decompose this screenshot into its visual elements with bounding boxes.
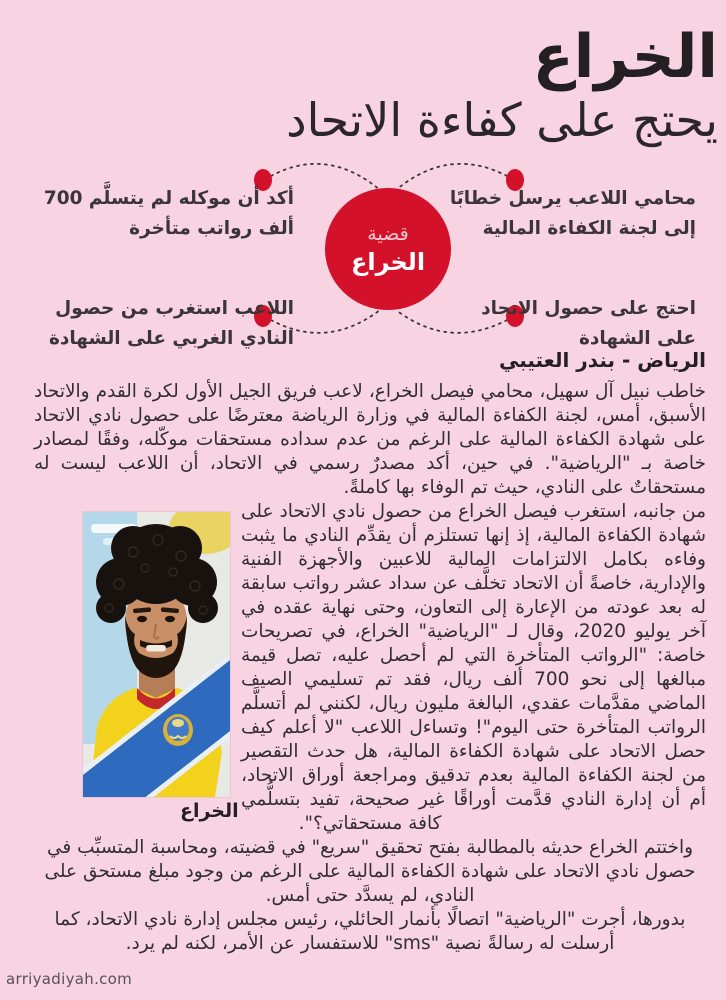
- callout-objection: [481, 294, 696, 354]
- club-crest: [163, 714, 193, 746]
- callout-line: على الشهادة: [578, 328, 696, 350]
- site-watermark: arriyadiyah.com: [6, 970, 133, 988]
- paragraph-2: من جانبه، استغرب فيصل الخراع من حصول نادي الاتحاد على شهادة الكفاءة المالية، إذ إنها تستلزم أن يقدِّم النادي ما يثبت وفاءه بكامل الالتزامات المالية للاعبين والأجهزة الفنية والإدارية، خاصةً أن الاتحاد تخلَّف عن سداد عشر رواتب سابقة له بعد عودته من الإعارة إلى التعاون، وحتى نهاية عقده في آخر يوليو 2020، وقال لـ "الرياضية" الخراع، في تصريحات خاصة: "الرواتب المتأخرة التي لم أحصل عليه، تصل قيمة مبالغها إلى نحو 700 ألف ريال، فقد تم تسليمي الصيف الماضي مقدَّمات عقدي، البالغة مليون ريال، لكنني لم أتسلَّم الرواتب المتأخرة حتى اليوم"! وتساءل اللاعب "لا أعلم كيف حصل الاتحاد على شهادة الكفاءة المالية، هل حدث التقصير من لجنة الكفاءة المالية بعدم تدقيق ومراجعة أوراق الاتحاد، أم أن إدارة النادي قدَّمت أوراقًا غير صحيحة، تفيد بتسلُّمي كافة مستحقاتي؟".: [241, 501, 706, 835]
- callout-line: اللاعب استغرب من حصول: [55, 298, 294, 320]
- byline: الرياض - بندر العتيبي: [498, 348, 706, 373]
- callout-player-surprise: [49, 294, 294, 354]
- callout-unpaid-salaries: [44, 184, 294, 244]
- callout-line: إلى لجنة الكفاءة المالية: [482, 218, 696, 240]
- case-badge-circle: [325, 188, 451, 310]
- paragraph-4: بدورها، أجرت "الرياضية" اتصالًا بأنمار الحائلي، رئيس مجلس إدارة نادي الاتحاد، كما أرسلت له رسالةً نصية "sms" للاستفسار عن الأمر، لكنه لم يرد.: [54, 909, 686, 955]
- callout-lawyer-letter: [450, 184, 696, 244]
- callout-line: ألف رواتب متأخرة: [129, 218, 294, 240]
- article-header: [0, 0, 726, 150]
- headline-subtitle: يحتج على كفاءة الاتحاد: [286, 93, 718, 148]
- player-photo: [83, 512, 230, 797]
- case-infographic: [0, 144, 726, 350]
- callout-line: احتج على حصول الاتحاد: [481, 298, 696, 320]
- player-photo-illustration: [83, 512, 230, 797]
- case-badge-name: الخراع: [350, 247, 426, 276]
- headline-player-name: الخراع: [532, 22, 718, 92]
- callout-line: أكد أن موكله لم يتسلَّم 700: [43, 188, 294, 210]
- paragraph-3: واختتم الخراع حديثه بالمطالبة بفتح تحقيق "سريع" في قضيته، ومحاسبة المتسبِّب في حصول نادي الاتحاد على شهادة الكفاءة المالية على الرغم من وجود مبلغ مستحق على النادي، لم يسدَّد حتى أمس.: [44, 837, 696, 907]
- photo-caption: الخراع: [180, 800, 239, 822]
- callout-line: محامي اللاعب يرسل خطابًا: [449, 188, 696, 210]
- callout-line: النادي الغربي على الشهادة: [48, 328, 294, 350]
- article-body: [0, 372, 726, 956]
- case-badge-label: قضية: [367, 222, 409, 245]
- paragraph-1: خاطب نبيل آل سهيل، محامي فيصل الخراع، لاعب فريق الجيل الأول لكرة القدم والاتحاد الأسبق، أمس، لجنة الكفاءة المالية في وزارة الرياضة معترضًا على حصول نادي الاتحاد على شهادة الكفاءة المالية على الرغم من عدم سداده مستحقات موكّله، وفقًا لمصادر خاصة بـ "الرياضية". في حين، أكد مصدرٌ رسمي في الاتحاد، أن اللاعب ليست له مستحقاتٌ على النادي، حيث تم الوفاء بها كاملةً.: [34, 381, 706, 499]
